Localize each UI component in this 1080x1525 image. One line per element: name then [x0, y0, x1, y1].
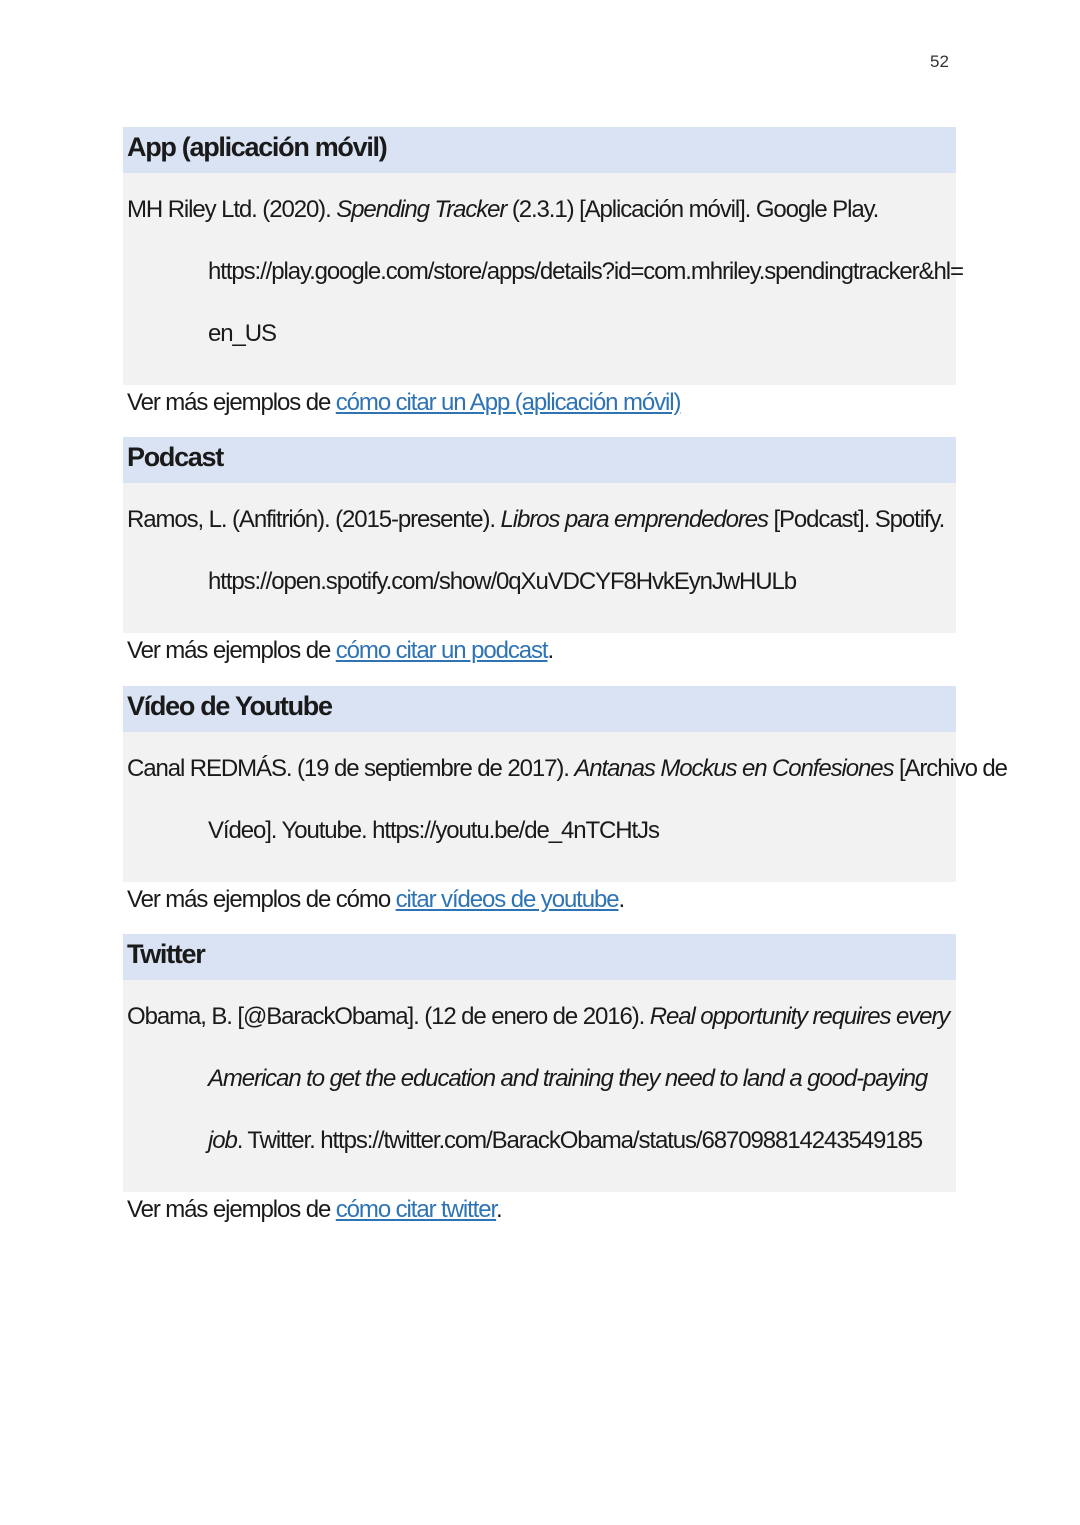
more-examples [123, 1192, 956, 1228]
more-prefix: Ver más ejemplos de [127, 637, 336, 664]
more-examples-link[interactable]: cómo citar un App (aplicación móvil) [335, 389, 681, 416]
more-examples [123, 385, 956, 421]
citation-text: Obama, B. [@BarackObama]. (12 de enero de 2016). [127, 1003, 650, 1030]
section-title: Vídeo de Youtube [123, 686, 956, 732]
more-examples [123, 633, 956, 669]
citation [123, 732, 1007, 882]
citation-line [123, 489, 956, 551]
citation-line [123, 303, 956, 365]
punctuation: . [618, 886, 625, 913]
section-title: Podcast [123, 437, 956, 483]
punctuation: . [547, 637, 554, 664]
citation-title: job [208, 1127, 237, 1154]
citation-line [123, 1048, 956, 1110]
citation-title: Antanas Mockus en Confesiones [574, 755, 894, 782]
section-title: App (aplicación móvil) [123, 127, 956, 173]
citation-title: Spending Tracker [336, 196, 507, 223]
citation-line [123, 551, 956, 613]
citation [123, 173, 963, 385]
more-examples-link[interactable]: cómo citar un podcast [335, 637, 548, 664]
citation-url: https://open.spotify.com/show/0qXuVDCYF8HvkEynJwHULb [208, 568, 796, 595]
citation-line [123, 179, 956, 241]
more-prefix: Ver más ejemplos de [127, 389, 336, 416]
citation-text: [Podcast]. Spotify. [767, 506, 945, 533]
section-title: Twitter [123, 934, 956, 980]
more-examples-link[interactable]: citar vídeos de youtube [395, 886, 619, 913]
page-number: 52 [930, 52, 949, 71]
section-youtube [123, 686, 1007, 918]
citation [123, 980, 956, 1192]
citation-text: Canal REDMÁS. (19 de septiembre de 2017). [127, 755, 575, 782]
citation-text: [Archivo de [893, 755, 1007, 782]
citation-title: American to get the education and training they need to land a good-paying [208, 1065, 928, 1092]
citation-text: . Twitter. https://twitter.com/BarackObama/status/687098814243549185 [236, 1127, 922, 1154]
section-twitter [123, 934, 956, 1228]
citation-line [123, 1110, 956, 1172]
citation-text: Vídeo]. Youtube. https://youtu.be/de_4nTCHtJs [208, 817, 659, 844]
citation-line [123, 241, 963, 303]
section-podcast [123, 437, 956, 669]
citation [123, 483, 956, 633]
section-app [123, 127, 963, 421]
citation-line [123, 800, 956, 862]
citation-line [123, 986, 956, 1048]
citation-url: https://play.google.com/store/apps/details?id=com.mhriley.spendingtracker&hl= [208, 258, 963, 285]
more-prefix: Ver más ejemplos de [127, 1196, 336, 1223]
citation-text: MH Riley Ltd. (2020). [127, 196, 337, 223]
citation-title: Libros para emprendedores [500, 506, 768, 533]
citation-text: (2.3.1) [Aplicación móvil]. Google Play. [506, 196, 879, 223]
citation-title: Real opportunity requires every [649, 1003, 950, 1030]
citation-line [123, 738, 1007, 800]
more-examples [123, 882, 956, 918]
citation-url: en_US [208, 320, 276, 347]
more-examples-link[interactable]: cómo citar twitter [335, 1196, 497, 1223]
citation-text: Ramos, L. (Anfitrión). (2015-presente). [127, 506, 501, 533]
punctuation: . [496, 1196, 502, 1223]
more-prefix: Ver más ejemplos de cómo [127, 886, 396, 913]
